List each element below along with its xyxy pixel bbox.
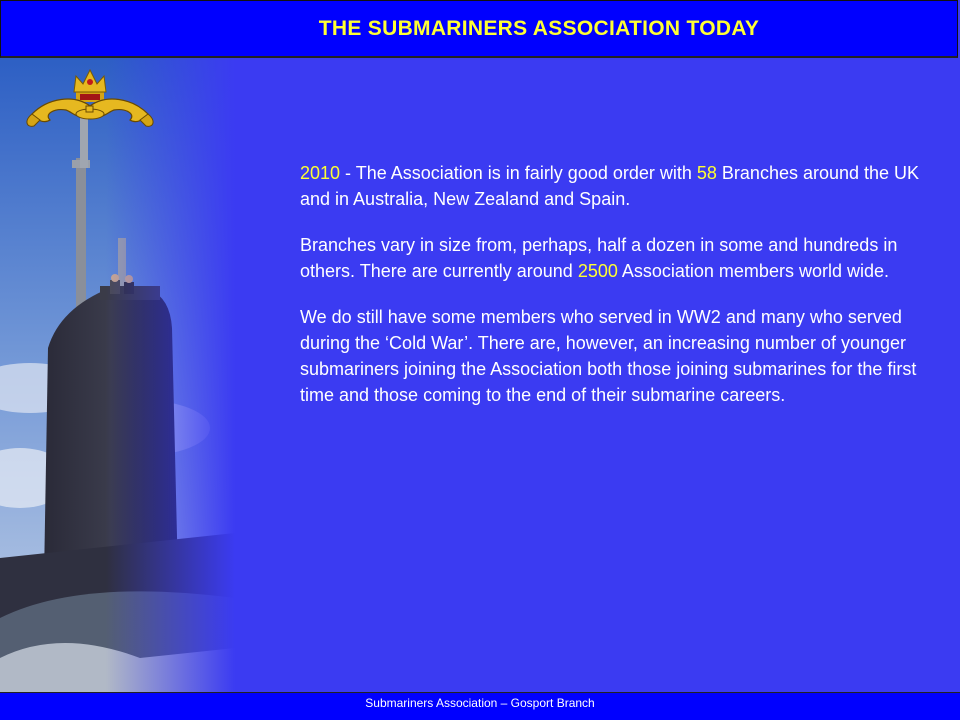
branch-count: 58: [696, 163, 717, 183]
paragraph-members: [300, 232, 920, 284]
submarine-dolphins-badge-icon: [14, 64, 164, 132]
member-count: 2500: [577, 261, 618, 281]
title-bar: [0, 0, 958, 58]
content-body: [300, 160, 920, 428]
paragraph-history: We do still have some members who served in WW2 and many who served during the ‘Cold War’. There are, however, an increasing number of younger submariners joining the Association both those joining submarines for the first time and those coming to the end of their submarine careers.: [300, 307, 917, 405]
paragraph-text: - The Association is in fairly good order with: [340, 163, 697, 183]
paragraph-branches: [300, 160, 920, 212]
paragraph-text: Branches vary in size from, perhaps, half a dozen in some and hundreds in others. There are currently around: [300, 235, 898, 281]
footer-bar: [0, 692, 960, 720]
submarine-photo: [0, 58, 235, 692]
footer-text: Submariners Association – Gosport Branch: [365, 696, 595, 710]
page-title: THE SUBMARINERS ASSOCIATION TODAY: [318, 16, 760, 40]
year-highlight: 2010: [300, 163, 341, 183]
paragraph-text: Branches around the UK and in Australia, New Zealand and Spain.: [300, 163, 920, 209]
paragraph-text: Association members world wide.: [617, 261, 889, 281]
